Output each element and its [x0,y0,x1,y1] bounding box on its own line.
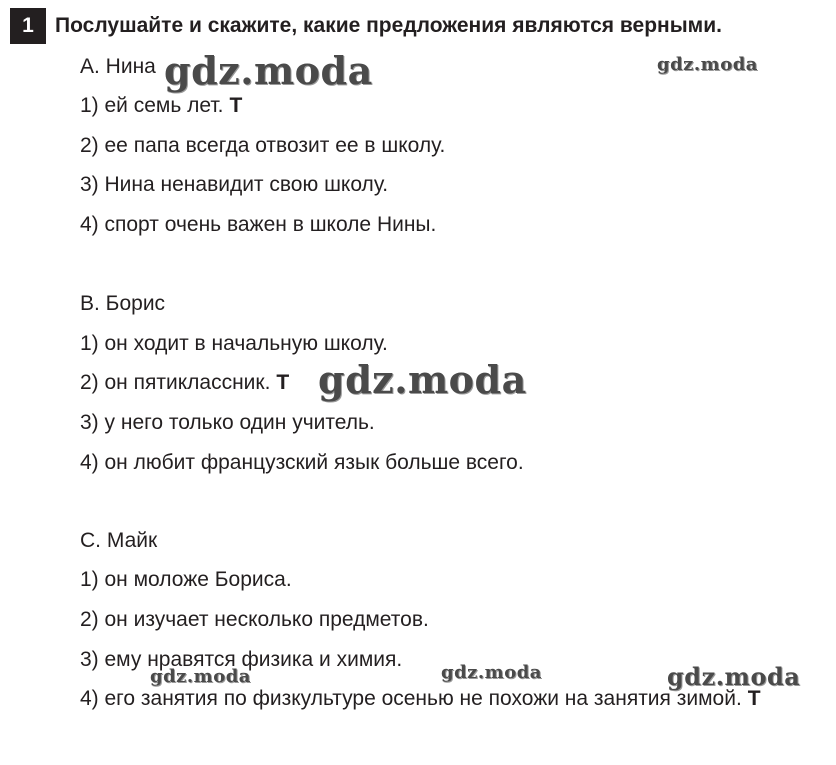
true-mark: T [747,687,761,710]
item-text: 1) ей семь лет. [80,94,224,117]
item-text: 1) он моложе Бориса. [80,568,292,591]
list-item [80,134,445,158]
list-item [80,213,436,237]
watermark: gdz.moda [657,54,758,75]
list-item [80,173,388,197]
exercise-title: Послушайте и скажите, какие предложения являются верными. [55,14,722,37]
list-item [80,94,242,118]
watermark: gdz.moda [441,662,542,683]
item-text: 2) он пятиклассник. [80,371,271,394]
exercise-header [10,8,722,44]
item-text: 2) он изучает несколько предметов. [80,608,429,631]
section-heading-b: B. Борис [80,292,166,315]
list-item [80,687,761,711]
item-text: 3) у него только один учитель. [80,411,375,434]
item-text: 3) ему нравятся физика и химия. [80,648,403,671]
watermark: gdz.moda [667,662,801,691]
watermark: gdz.moda [164,48,373,93]
list-item [80,451,524,475]
list-item [80,332,388,356]
list-item [80,568,292,592]
exercise-number-badge: 1 [10,8,46,44]
item-text: 4) спорт очень важен в школе Нины. [80,213,437,236]
list-item [80,608,429,632]
list-item [80,411,375,435]
section-heading-c: C. Майк [80,529,158,552]
item-text: 1) он ходит в начальную школу. [80,332,388,355]
list-item [80,371,289,395]
item-text: 3) Нина ненавидит свою школу. [80,173,389,196]
watermark: gdz.moda [318,357,527,402]
true-mark: T [229,94,243,117]
item-text: 2) ее папа всегда отвозит ее в школу. [80,134,446,157]
section-heading-a: A. Нина [80,55,156,78]
item-text: 4) он любит французский язык больше всего. [80,451,524,474]
watermark: gdz.moda [150,666,251,687]
item-text: 4) его занятия по физкультуре осенью не похожи на занятия зимой. [80,687,742,710]
true-mark: T [276,371,290,394]
